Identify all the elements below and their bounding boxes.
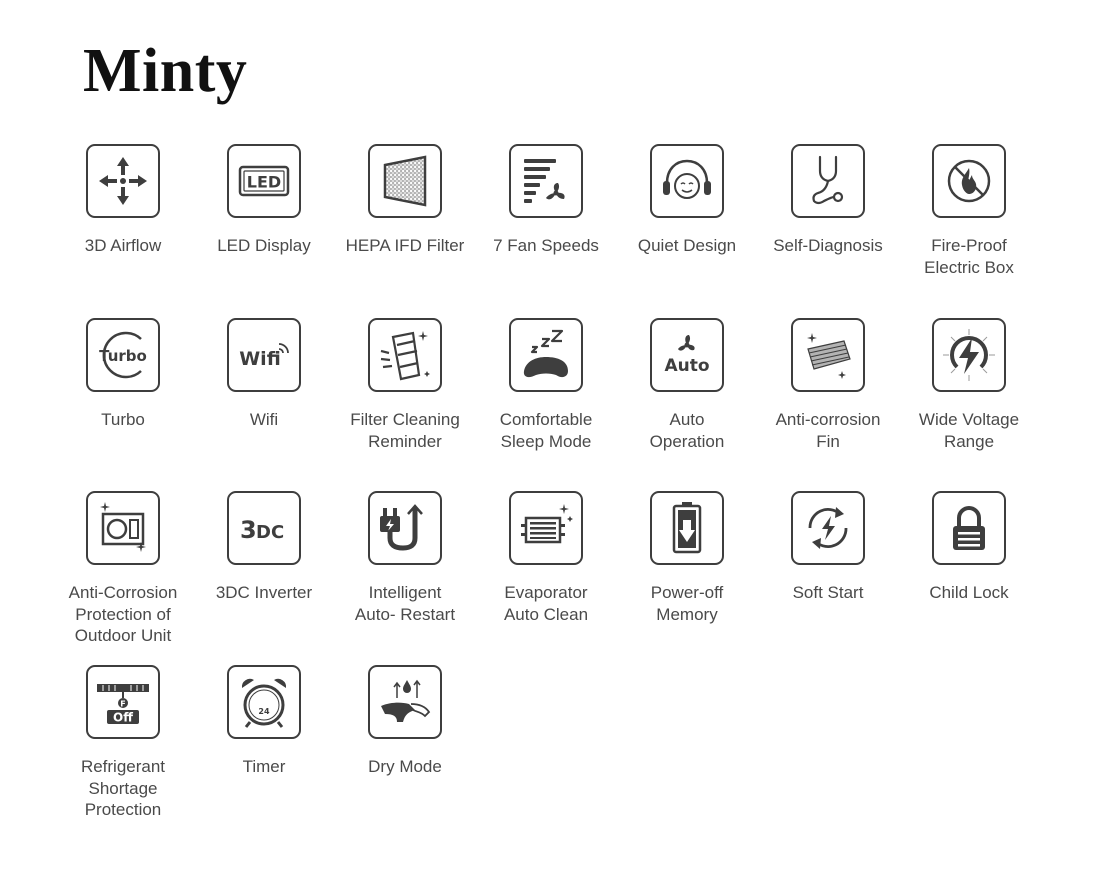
fin-icon: [798, 325, 858, 385]
fan-speeds-icon: [516, 151, 576, 211]
feature-label: 3DC Inverter: [215, 583, 313, 602]
feature-wifi: [196, 318, 332, 431]
sleep-pillow-icon: [516, 325, 576, 385]
feature-hepa-filter: [337, 144, 473, 257]
outdoor-unit-icon: [93, 498, 153, 558]
feature-soft-start: [760, 491, 896, 604]
voltage-bolt-icon: [939, 325, 999, 385]
feature-label: Fire-Proof Electric Box: [924, 236, 1014, 277]
feature-led-display: [196, 144, 332, 257]
3dc-icon: [234, 498, 294, 558]
feature-label: Turbo: [101, 410, 145, 429]
feature-power-off-memory: [619, 491, 755, 625]
turbo-text: Turbo: [99, 347, 147, 365]
hepa-filter-icon: [375, 151, 435, 211]
auto-text: Auto: [664, 356, 710, 376]
feature-label: Evaporator Auto Clean: [503, 583, 589, 624]
feature-label: Comfortable Sleep Mode: [499, 410, 593, 451]
feature-anti-corrosion-outdoor-unit: [55, 491, 191, 647]
feature-label: Filter Cleaning Reminder: [350, 410, 460, 451]
feature-self-diagnosis: [760, 144, 896, 257]
3dc-letters-text: DC: [256, 522, 285, 543]
feature-refrigerant-shortage-protection: [55, 665, 191, 821]
feature-label: Power-off Memory: [650, 583, 724, 624]
feature-fire-proof-electric-box: [901, 144, 1037, 278]
led-display-icon: [234, 151, 294, 211]
auto-fan-icon: [657, 325, 717, 385]
feature-child-lock: [901, 491, 1037, 604]
refrigerant-off-text: Off: [113, 710, 133, 725]
feature-label: Anti-Corrosion Protection of Outdoor Unit: [68, 583, 178, 645]
feature-label: Self-Diagnosis: [773, 236, 883, 255]
feature-quiet-design: [619, 144, 755, 257]
plug-restart-icon: [375, 498, 435, 558]
feature-label: 7 Fan Speeds: [493, 236, 599, 255]
feature-timer: [196, 665, 332, 778]
headphones-face-icon: [657, 151, 717, 211]
feature-7-fan-speeds: [478, 144, 614, 257]
feature-label: Intelligent Auto- Restart: [354, 583, 456, 624]
feature-label: LED Display: [217, 236, 311, 255]
feature-comfortable-sleep-mode: [478, 318, 614, 452]
evaporator-icon: [516, 498, 576, 558]
airflow-arrows-icon: [93, 151, 153, 211]
refrigerant-f-text: F: [120, 699, 126, 709]
feature-label: Timer: [242, 757, 286, 776]
dry-mode-icon: [375, 672, 435, 732]
padlock-icon: [939, 498, 999, 558]
feature-label: HEPA IFD Filter: [345, 236, 465, 255]
feature-label: Wide Voltage Range: [918, 410, 1020, 451]
feature-label: Quiet Design: [637, 236, 737, 255]
feature-3dc-inverter: [196, 491, 332, 604]
feature-filter-cleaning-reminder: [337, 318, 473, 452]
feature-auto-operation: [619, 318, 755, 452]
feature-3d-airflow: [55, 144, 191, 257]
alarm-clock-icon: [234, 672, 294, 732]
feature-label: 3D Airflow: [84, 236, 162, 255]
filter-cleaning-icon: [375, 325, 435, 385]
feature-intelligent-auto-restart: [337, 491, 473, 625]
feature-evaporator-auto-clean: [478, 491, 614, 625]
feature-label: Anti-corrosion Fin: [775, 410, 881, 451]
feature-label: Refrigerant Shortage Protection: [80, 757, 166, 819]
feature-dry-mode: [337, 665, 473, 778]
feature-label: Dry Mode: [368, 757, 442, 776]
feature-anti-corrosion-fin: [760, 318, 896, 452]
stethoscope-icon: [798, 151, 858, 211]
refrigerant-off-icon: [93, 672, 153, 732]
feature-wide-voltage-range: [901, 318, 1037, 452]
led-text: LED: [246, 172, 282, 192]
feature-label: Wifi: [249, 410, 279, 429]
wifi-icon: [234, 325, 294, 385]
3dc-number-text: 3: [240, 516, 257, 544]
feature-label: Soft Start: [792, 583, 864, 602]
battery-icon: [657, 498, 717, 558]
turbo-icon: [93, 325, 153, 385]
feature-label: Child Lock: [929, 583, 1009, 602]
feature-turbo: [55, 318, 191, 431]
no-fire-icon: [939, 151, 999, 211]
soft-start-icon: [798, 498, 858, 558]
timer-number-text: 24: [258, 707, 270, 716]
page-title: Minty: [83, 37, 248, 105]
feature-label: Auto Operation: [649, 410, 725, 451]
wifi-text: Wifi: [239, 348, 281, 370]
